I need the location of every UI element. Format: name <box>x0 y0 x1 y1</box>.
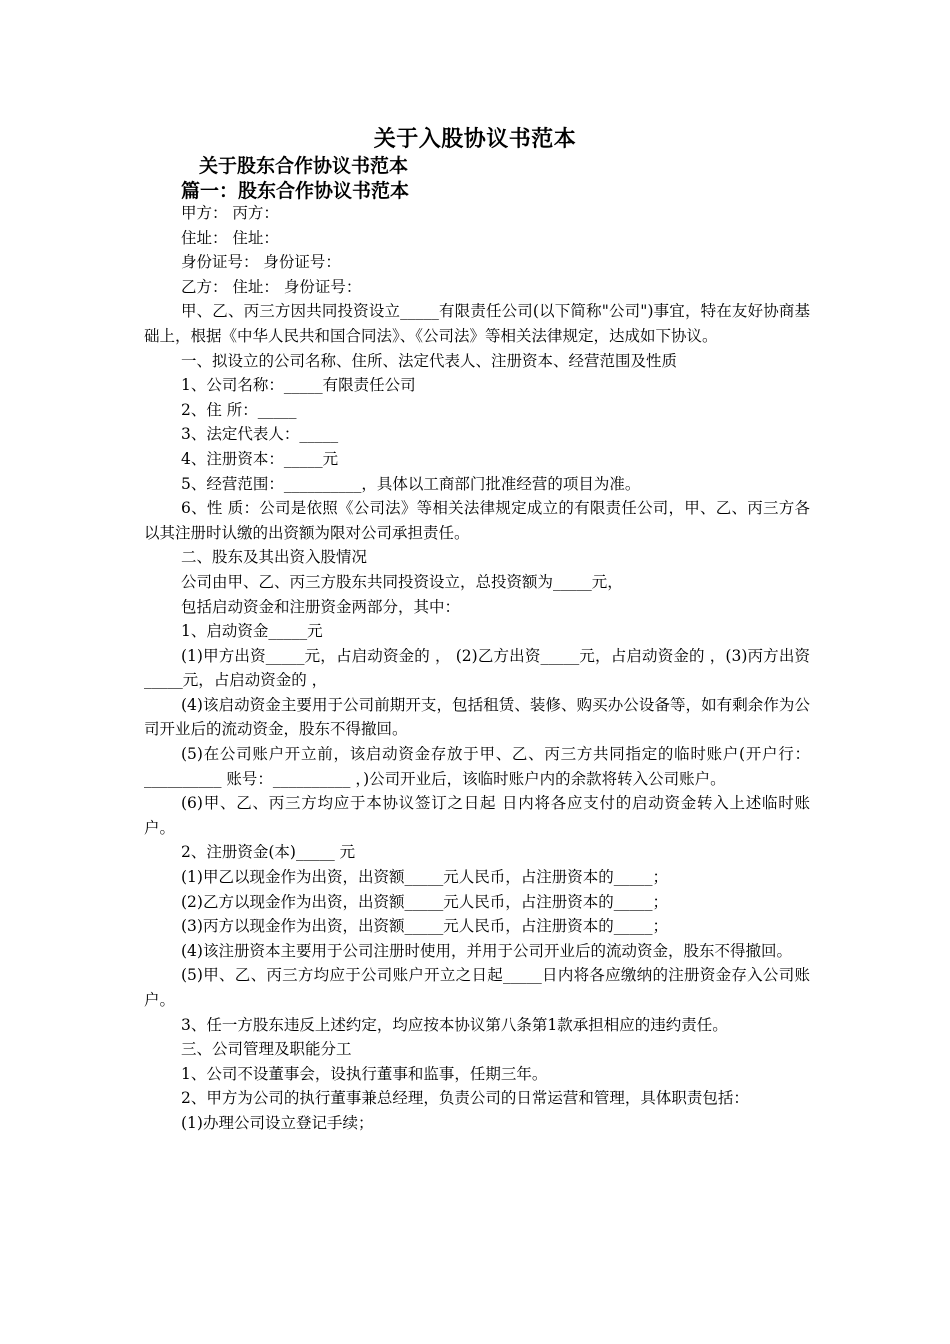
paragraph: (1)甲方出资_____元，占启动资金的 ， (2)乙方出资_____元，占启动资金的 ，(3)丙方出资_____元，占启动资金的 ， <box>144 646 810 690</box>
paragraph: 二、股东及其出资入股情况 <box>181 548 368 567</box>
paragraph: 1、公司名称：_____有限责任公司 <box>181 376 416 395</box>
paragraph: 乙方： 住址： 身份证号： <box>181 277 362 296</box>
paragraph: (1)办理公司设立登记手续； <box>181 1113 374 1132</box>
paragraph: 4、注册资本：_____元 <box>181 449 339 468</box>
document-title: 关于入股协议书范本 <box>373 126 577 152</box>
paragraph: (5)在公司账户开立前，该启动资金存放于甲、乙、丙三方共同指定的临时账户(开户行：__________ 账号：__________ ，)公司开业后，该临时账户内的余款将转入公司账户。 <box>144 745 810 788</box>
paragraph: 甲、乙、丙三方因共同投资设立_____有限责任公司(以下简称"公司")事宜，特在友好协商基础上，根据《中华人民共和国合同法》、《公司法》等相关法律规定，达成如下协议。 <box>144 302 810 345</box>
paragraph: 甲方： 丙方： <box>181 204 279 222</box>
paragraph: (1)甲乙以现金作为出资，出资额_____元人民币，占注册资本的_____； <box>181 868 668 887</box>
paragraph: 一、拟设立的公司名称、住所、法定代表人、注册资本、经营范围及性质 <box>181 351 678 370</box>
paragraph: 2、注册资金(本)_____ 元 <box>181 843 356 862</box>
paragraph: 2、住 所：_____ <box>181 400 297 419</box>
paragraph: (6)甲、乙、丙三方均应于本协议签订之日起 日内将各应支付的启动资金转入上述临时账户。 <box>144 794 810 837</box>
paragraph: 1、公司不设董事会，设执行董事和监事，任期三年。 <box>181 1064 548 1083</box>
paragraph: 2、甲方为公司的执行董事兼总经理，负责公司的日常运营和管理，具体职责包括： <box>181 1089 749 1108</box>
paragraph: 住址： 住址： <box>181 228 279 247</box>
paragraph: 三、公司管理及职能分工 <box>181 1040 352 1059</box>
paragraph: 1、启动资金_____元 <box>181 622 323 641</box>
paragraph: 3、任一方股东违反上述约定，均应按本协议第八条第1款承担相应的违约责任。 <box>181 1015 728 1034</box>
paragraph: 6、性 质：公司是依照《公司法》等相关法律规定成立的有限责任公司，甲、乙、丙三方各以其注册时认缴的出资额为限对公司承担责任。 <box>144 499 810 542</box>
section-heading: 篇一：股东合作协议书范本 <box>181 180 410 202</box>
paragraph: (3)丙方以现金作为出资，出资额_____元人民币，占注册资本的_____； <box>181 917 668 936</box>
paragraph: 公司由甲、乙、丙三方股东共同投资设立，总投资额为_____元， <box>181 572 623 591</box>
document-body <box>144 201 810 1136</box>
paragraph: (4)该启动资金主要用于公司前期开支，包括租赁、装修、购买办公设备等，如有剩余作为公司开业后的流动资金，股东不得撤回。 <box>144 695 810 739</box>
paragraph: 包括启动资金和注册资金两部分，其中： <box>181 597 461 616</box>
paragraph: 身份证号： 身份证号： <box>181 253 341 272</box>
paragraph: (4)该注册资本主要用于公司注册时使用，并用于公司开业后的流动资金，股东不得撤回。 <box>181 941 792 960</box>
paragraph: (5)甲、乙、丙三方均应于公司账户开立之日起_____日内将各应缴纳的注册资金存入公司账户。 <box>144 966 810 1009</box>
document-subtitle: 关于股东合作协议书范本 <box>199 155 409 177</box>
paragraph: 3、法定代表人：_____ <box>181 425 339 444</box>
paragraph: 5、经营范围：__________，具体以工商部门批准经营的项目为准。 <box>181 474 641 493</box>
paragraph: (2)乙方以现金作为出资，出资额_____元人民币，占注册资本的_____； <box>181 892 668 911</box>
